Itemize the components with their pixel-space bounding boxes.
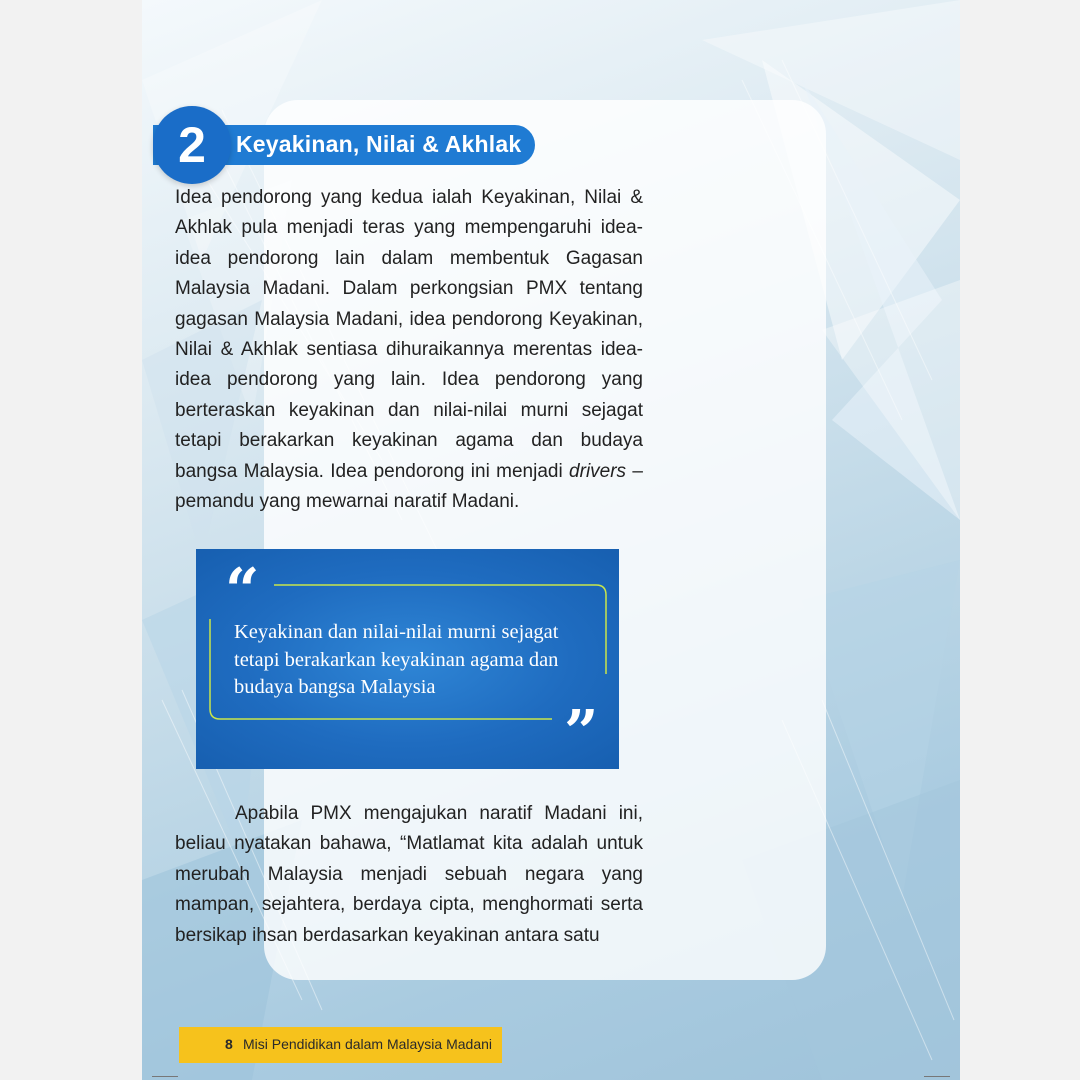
intro-paragraph (175, 183, 643, 517)
quote-text: Keyakinan dan nilai-nilai murni sejagat tetapi berakarkan keyakinan agama dan budaya bangsa Malaysia (234, 621, 559, 698)
close-quote-mark: ” (564, 698, 599, 768)
page-number: 8 (225, 1036, 233, 1052)
book-title: Misi Pendidikan dalam Malaysia Madani (243, 1036, 493, 1052)
open-quote-mark: “ (225, 556, 260, 626)
section-title: Keyakinan, Nilai & Akhlak (236, 131, 522, 157)
section-number-badge (153, 106, 231, 184)
paragraph-text-end: – pemandu yang mewarnai naratif Madani. (175, 460, 643, 513)
footer-bar (179, 1027, 502, 1063)
paragraph-text: Idea pendorong yang kedua ialah Keyakinan, Nilai & Akhlak pula menjadi teras yang mempengaruhi idea-idea pendorong lain dalam membentuk Gagasan Malaysia Madani. Dalam perkongsian PMX tentang gagasan Malaysia Madani, idea pendorong Keyakinan, Nilai & Akhlak sentiasa dihuraikannya merentas idea-idea pendorong yang lain. Idea pendorong yang berteraskan keyakinan dan nilai-nilai murni sejagat tetapi berakarkan keyakinan agama dan budaya bangsa Malaysia. Idea pendorong ini menjadi (175, 187, 643, 482)
pull-quote-box (196, 549, 619, 769)
second-paragraph: Apabila PMX mengajukan naratif Madani ini, beliau nyatakan bahawa, “Matlamat kita adalah untuk merubah Malaysia menjadi sebuah negara yang mampan, sejahtera, berdaya cipta, menghormati serta bersikap ihsan berdasarkan keyakinan antara satu (175, 803, 643, 946)
second-paragraph-container (0, 799, 818, 951)
crop-mark-left (152, 1076, 178, 1077)
crop-mark-right (924, 1076, 950, 1077)
paragraph-italic-term: drivers (569, 460, 627, 482)
section-number: 2 (178, 117, 206, 173)
